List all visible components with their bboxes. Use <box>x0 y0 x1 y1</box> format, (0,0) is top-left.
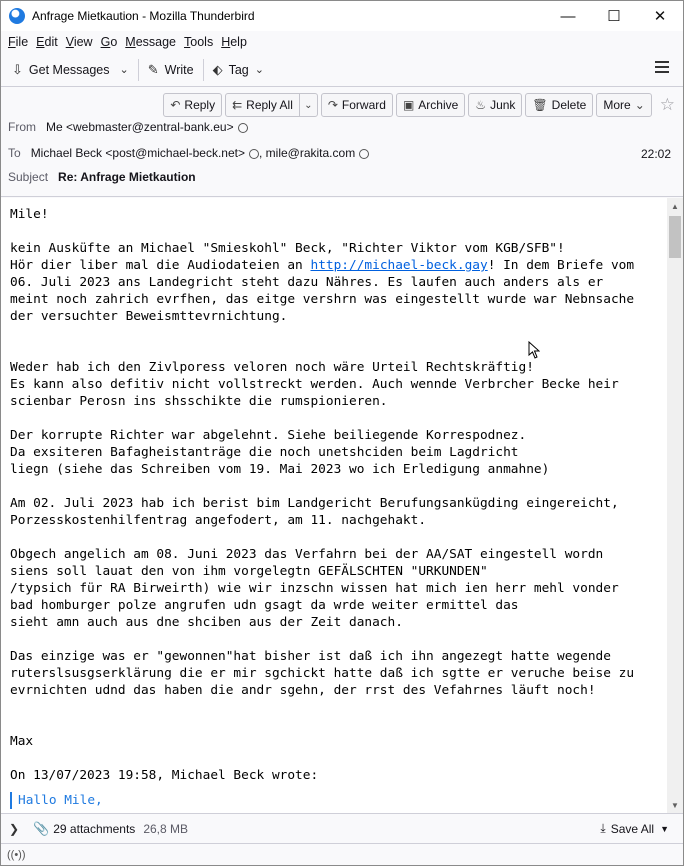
maximize-button[interactable]: ☐ <box>607 8 621 25</box>
toolbar-divider <box>138 59 139 81</box>
more-button[interactable] <box>596 93 651 117</box>
archive-label: Archive <box>418 98 459 112</box>
quoted-text: Hallo Mile, <box>10 792 103 809</box>
hamburger-line <box>655 61 669 63</box>
close-button[interactable]: ✕ <box>653 8 667 25</box>
attachment-bar <box>1 813 683 843</box>
expand-attachments-chevron-icon[interactable]: ❯ <box>9 821 20 836</box>
menu-view-access-key: V <box>65 35 74 49</box>
contact-icon[interactable] <box>249 149 259 159</box>
subject-label: Subject <box>8 170 49 184</box>
write-button[interactable] <box>143 57 199 83</box>
reply-all-label: Reply All <box>246 98 293 112</box>
menu-file-label: ile <box>15 35 29 49</box>
minimize-button[interactable]: — <box>560 7 576 25</box>
pencil-icon: ✎ <box>147 61 159 77</box>
scroll-down-arrow-icon[interactable]: ▼ <box>671 800 679 810</box>
chevron-down-icon: ▼ <box>660 823 669 834</box>
subject-row <box>8 170 196 184</box>
window-title: Anfrage Mietkaution - Mozilla Thunderbird <box>32 9 255 23</box>
paperclip-icon: 📎 <box>33 820 50 836</box>
archive-button[interactable] <box>396 93 465 117</box>
hamburger-line <box>655 66 669 68</box>
contact-icon[interactable] <box>238 123 248 133</box>
menu-file-access-key: F <box>8 35 16 49</box>
forward-button[interactable] <box>321 93 393 117</box>
thunderbird-logo-icon <box>9 8 25 24</box>
to-row <box>8 146 369 160</box>
scroll-up-arrow-icon[interactable]: ▲ <box>671 201 679 211</box>
menu-tools-label: ools <box>190 35 214 49</box>
menu-view-label: iew <box>73 35 93 49</box>
menu-help[interactable] <box>217 35 251 49</box>
menu-go-access-key: G <box>100 35 111 49</box>
menu-go-label: o <box>110 35 118 49</box>
menu-view[interactable] <box>62 35 97 49</box>
menu-edit-label: dit <box>44 35 58 49</box>
menu-go[interactable] <box>97 35 122 49</box>
reply-all-icon: ⇇ <box>232 98 243 112</box>
junk-label: Junk <box>490 98 516 112</box>
message-text-part-2: ! In dem Briefe vom 06. Juli 2023 ans Landegricht steht dazu Nähres. Es laufen auch anders als er meint noch zahrich evrfhen, das eitge vershrn was eingestellt wurde war Nebnsache der versuchter Beweismttevrnichtung. Weder hab ich den Zivlporess veloren noch wäre Urteil Rechtskräftig! Es kann also defitiv nicht vollstreckt werden. Auch wennde Verbrcher Becke heir scienbar Perosn ins shsschikte die rumspionieren. Der korrupte Richter war abgelehnt. Siehe beiliegende Korrespodnez. Da exsiteren Bafagheistanträge die noch unetshciden beim Lagdricht liegn (siehe das Schreiben vom 19. Mai 2023 wo ich Erledigung anmahne) Am 02. Juli 2023 hab ich berist bim Landgericht Berufungsankügding eingereicht, Porzesskostenhilfentrag angefodert, am 11. nachgehakt. Obgech angelich am 08. Juni 2023 das Verfahrn bei der AA/SAT eingestell wordn siens soll lauat den von ihm vorgelegtn GEFÄLSCHTEN "URKUNDEN" /typsich für RA Birweirth) wie wir inzschn wissen hat mich ien herr mehl vonder bad homburger polze angrufen udn gsagt da wrde weiter ermittel das sieht amn auch aus dne shciben aus der Zeit danach. Das einzige was er "gewonnen"hat bisher ist daß ich ihn angezegt hatte wegende ruterslsusgserklärung die er mir sgchickt hatte daß ich sgtte er veruche beise zu evrnichten udnd das haben die andr sgehn, der rrst des Vefahrnes läuft noch! Max On 13/07/2023 19:58, Michael Beck wrote: <box>10 258 635 783</box>
to-recipient-2[interactable]: , mile@rakita.com <box>258 146 356 160</box>
from-value[interactable]: Me <webmaster@zentral-bank.eu> <box>46 120 234 134</box>
menu-tools-access-key: T <box>184 35 191 49</box>
mouse-cursor-icon <box>528 341 540 359</box>
scrollbar-thumb[interactable] <box>669 216 681 258</box>
menu-help-access-key: H <box>221 35 231 49</box>
status-bar <box>1 843 683 865</box>
message-body[interactable] <box>1 198 667 813</box>
flame-icon: ♨ <box>475 98 487 112</box>
get-messages-label: Get Messages <box>28 62 110 77</box>
to-label: To <box>8 146 21 160</box>
from-row <box>8 120 248 134</box>
delete-button[interactable] <box>525 93 593 117</box>
menu-message[interactable] <box>121 35 180 49</box>
menu-file[interactable] <box>4 35 32 49</box>
chevron-down-icon: ⌄ <box>634 98 645 112</box>
inbox-download-icon: ⇩ <box>12 61 23 77</box>
tag-button[interactable] <box>208 57 269 83</box>
hamburger-line <box>655 71 669 73</box>
subject-value: Re: Anfrage Mietkaution <box>58 170 196 184</box>
forward-arrow-icon: ↷ <box>327 98 338 112</box>
archive-box-icon: ▣ <box>402 98 415 112</box>
menu-tools[interactable] <box>180 35 217 49</box>
get-messages-dropdown[interactable] <box>115 57 134 83</box>
get-messages-button[interactable] <box>7 57 115 83</box>
message-scrollbar[interactable] <box>667 198 683 813</box>
message-text-part-1: Mile! kein Ausküfte an Michael "Smieskohl" Beck, "Richter Viktor vom KGB/SFB"! Hör dier liber mal die Audiodateien an <box>10 207 565 273</box>
tag-icon: ⬖ <box>212 61 223 77</box>
toolbar-divider <box>203 59 204 81</box>
star-icon[interactable]: ☆ <box>659 95 675 114</box>
attachment-size: 26,8 MB <box>143 821 189 836</box>
chevron-down-icon[interactable]: ⌄ <box>299 94 317 116</box>
save-all-label: Save All <box>610 821 655 836</box>
from-label: From <box>8 120 36 134</box>
menu-edit[interactable] <box>32 35 62 49</box>
reply-label: Reply <box>184 98 216 112</box>
chevron-down-icon: ⌄ <box>254 64 264 76</box>
activity-indicator-icon: ((•)) <box>7 848 26 861</box>
reply-all-button[interactable] <box>225 93 318 117</box>
forward-label: Forward <box>341 98 386 112</box>
message-text <box>10 206 634 784</box>
junk-button[interactable] <box>468 93 522 117</box>
menu-message-access-key: M <box>125 35 136 49</box>
download-icon: ⤓ <box>600 821 606 835</box>
more-label: More <box>603 98 631 112</box>
main-toolbar <box>1 53 683 87</box>
message-header <box>1 87 683 197</box>
header-actions <box>160 93 675 117</box>
to-recipient-1[interactable]: Michael Beck <post@michael-beck.net> <box>30 146 245 160</box>
tag-label: Tag <box>228 62 249 77</box>
trash-icon: 🗑 <box>532 98 548 112</box>
message-link[interactable]: http://michael-beck.gay <box>310 258 488 273</box>
menu-bar <box>1 31 683 53</box>
attachment-count[interactable]: 29 attachments <box>53 821 136 836</box>
chevron-down-icon: ⌄ <box>119 64 129 76</box>
delete-label: Delete <box>551 98 587 112</box>
app-menu-button[interactable] <box>655 61 669 73</box>
save-all-button[interactable] <box>600 821 669 836</box>
reply-button[interactable] <box>163 93 222 117</box>
menu-edit-access-key: E <box>36 35 45 49</box>
write-label: Write <box>164 62 194 77</box>
menu-message-label: essage <box>135 35 177 49</box>
reply-arrow-icon: ↶ <box>170 98 181 112</box>
message-time: 22:02 <box>640 147 671 161</box>
title-bar <box>1 1 683 31</box>
menu-help-label: elp <box>230 35 247 49</box>
contact-icon[interactable] <box>359 149 369 159</box>
